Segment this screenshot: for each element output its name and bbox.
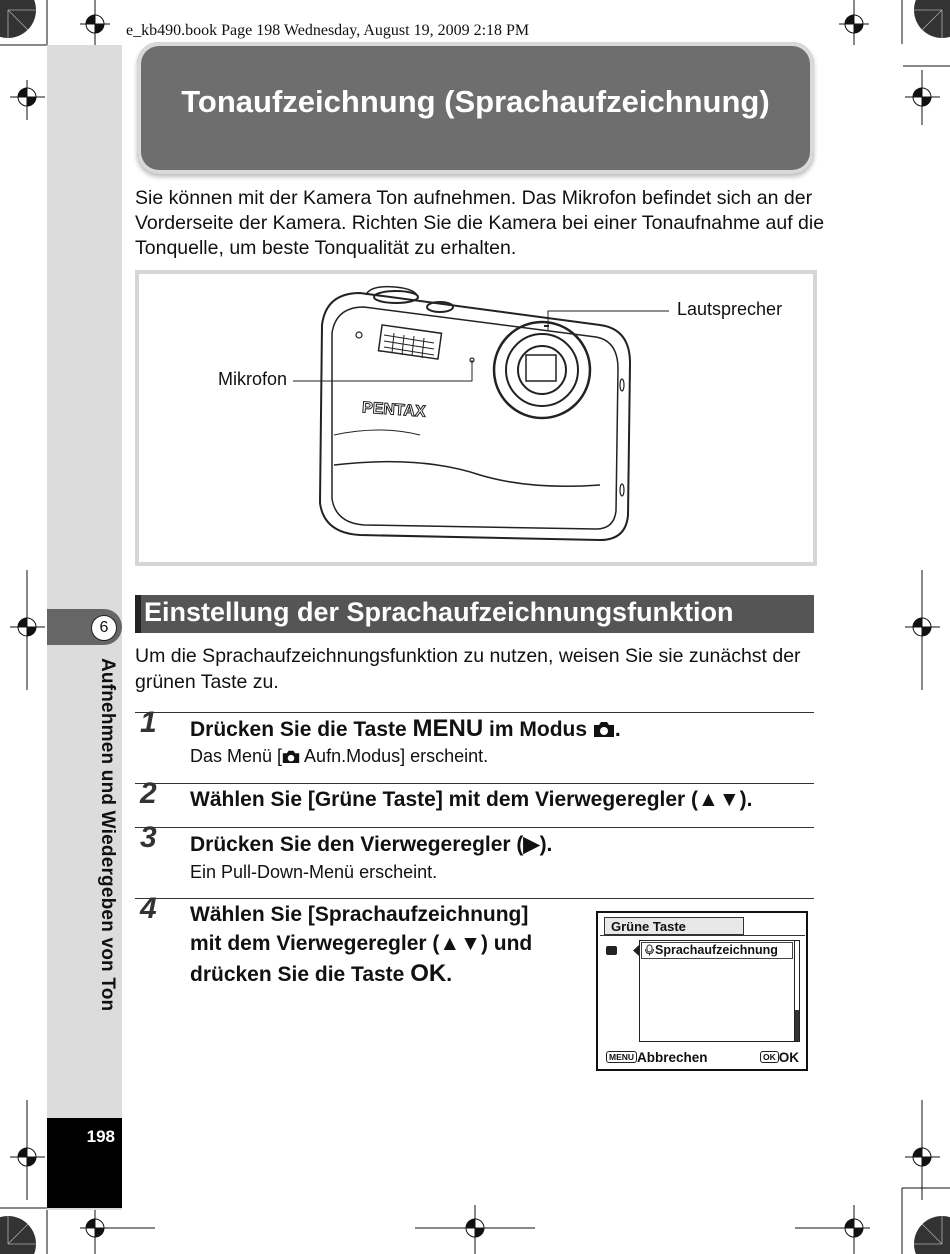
page-number: 198 [86, 1127, 115, 1146]
chapter-number: 6 [91, 615, 117, 641]
camera-mode-icon [593, 720, 615, 738]
step-2-number: 2 [140, 777, 157, 810]
print-header: e_kb490.book Page 198 Wednesday, August 19, 2009 2:18 PM [126, 22, 530, 39]
camera-brand-logo: PENTAX [361, 399, 427, 421]
cancel-button[interactable]: MENU Abbrechen [606, 1050, 708, 1065]
chapter-title: Aufnehmen und Wiedergeben von Ton [97, 658, 118, 1012]
step-divider [135, 898, 814, 899]
step-3-subtext: Ein Pull-Down-Menü erscheint. [190, 862, 438, 882]
callout-lines [290, 300, 680, 390]
pulldown-item-voice-memo[interactable]: Sprachaufzeichnung [641, 942, 793, 959]
menu-key-icon: MENU [606, 1051, 637, 1063]
step-1-title: Drücken Sie die Taste MENU im Modus . [190, 715, 621, 742]
menu-key-label: MENU [412, 715, 484, 742]
camera-mode-icon [282, 749, 300, 764]
step-1-subtext: Das Menü [ Aufn.Modus] erscheint. [190, 746, 489, 766]
step-3-title: Drücken Sie den Vierwegeregler (▶). [190, 833, 553, 856]
callout-microphone-label: Mikrofon [218, 369, 288, 389]
scrollbar-thumb[interactable] [795, 1010, 799, 1041]
page-title: Tonaufzeichnung (Sprachaufzeichnung) [181, 84, 770, 119]
callout-speaker-label: Lautsprecher [677, 299, 783, 319]
screen-divider [600, 935, 805, 936]
ok-key-label: OK [410, 960, 447, 987]
ok-button[interactable]: OK OK [760, 1050, 799, 1065]
step-4-line-1: Wählen Sie [Sprachaufzeichnung] [190, 903, 529, 926]
step-1-number: 1 [140, 706, 157, 739]
step-divider [135, 712, 814, 713]
microphone-icon [644, 944, 655, 956]
intro-paragraph: Sie können mit der Kamera Ton aufnehmen. Das Mikrofon befindet sich an der Vorderseite der Kamera. Richten Sie die Kamera bei einer Tonaufnahme auf die Tonquelle, um beste Tonqualität zu erhalten. [135, 187, 825, 259]
step-divider [135, 827, 814, 828]
step-4-line-2: mit dem Vierwegeregler (▲▼) und [190, 932, 533, 955]
step-4-line-3: drücken Sie die Taste OK. [190, 960, 453, 987]
section-title: Einstellung der Sprachaufzeichnungsfunktion [144, 597, 734, 627]
step-2-title: Wählen Sie [Grüne Taste] mit dem Vierwegeregler (▲▼). [190, 788, 753, 811]
section-intro: Um die Sprachaufzeichnungsfunktion zu nutzen, weisen Sie sie zunächst der grünen Taste zu. [135, 645, 801, 693]
step-divider [135, 783, 814, 784]
menu-indicator-icon [606, 946, 617, 955]
step-4-number: 4 [140, 892, 157, 925]
ok-key-icon: OK [760, 1051, 779, 1063]
step-3-number: 3 [140, 821, 157, 854]
screen-tab-label: Grüne Taste [604, 917, 744, 935]
